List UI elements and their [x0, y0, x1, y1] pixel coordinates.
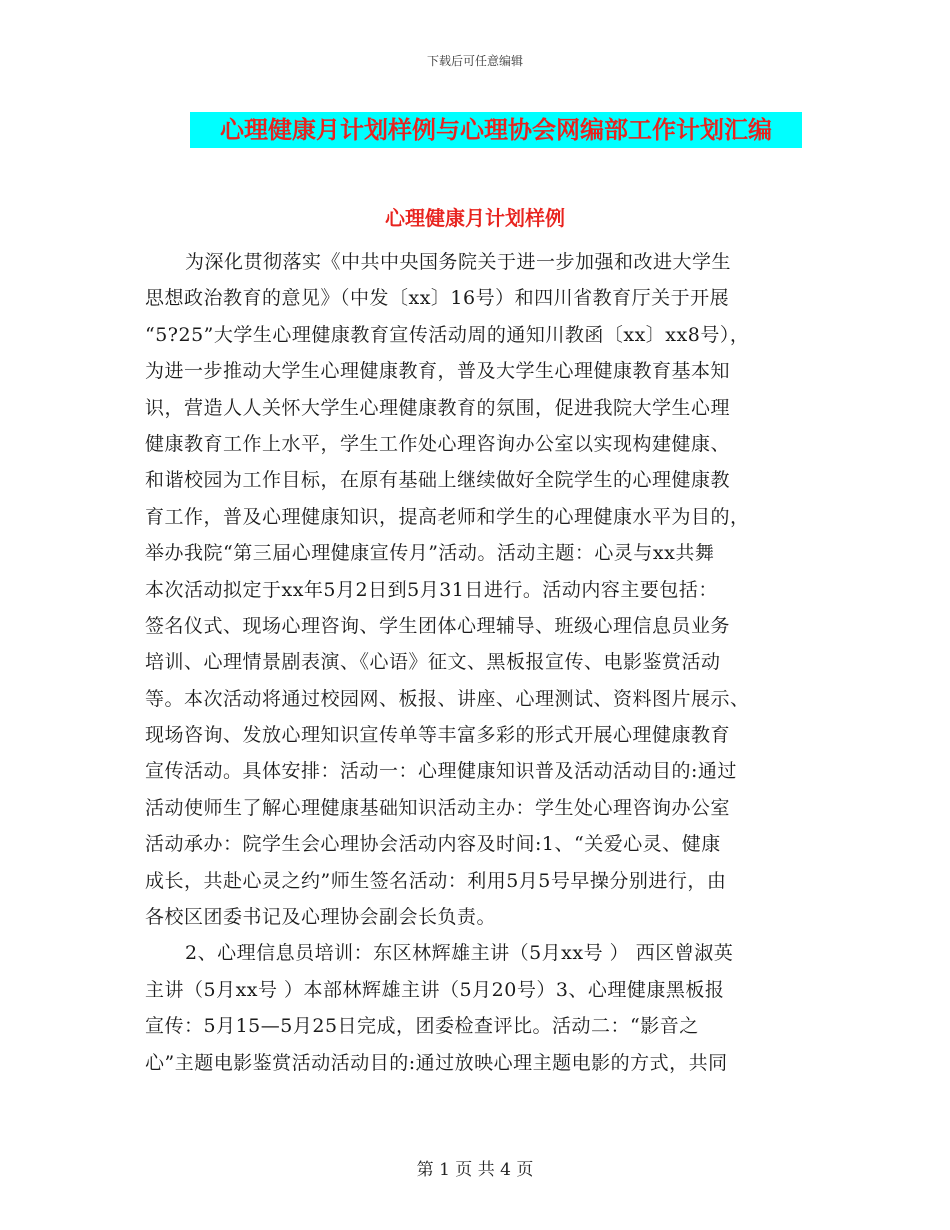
paragraph-line: 活动承办：院学生会心理协会活动内容及时间:1、“关爱心灵、健康	[145, 833, 721, 856]
paragraph-line: “5?25”大学生心理健康教育宣传活动周的通知川教函〔xx〕xx8号），	[145, 323, 750, 346]
section-title: 心理健康月计划样例	[385, 206, 565, 230]
paragraph-line: 育工作，普及心理健康知识，提高老师和学生的心理健康水平为目的，	[145, 505, 750, 528]
paragraph-line: 培训、心理情景剧表演、《心语》征文、黑板报宣传、电影鉴赏活动	[145, 651, 721, 674]
document-title: 心理健康月计划样例与心理协会网编部工作计划汇编	[190, 112, 802, 148]
paragraph-line: 活动使师生了解心理健康基础知识活动主办：学生处心理咨询办公室	[145, 796, 731, 819]
paragraph-line: 宣传活动。具体安排：活动一：心理健康知识普及活动活动目的:通过	[145, 760, 737, 783]
paragraph-line: 现场咨询、发放心理知识宣传单等丰富多彩的形式开展心理健康教育	[145, 724, 731, 747]
paragraph-line: 各校区团委书记及心理协会副会长负责。	[145, 906, 497, 929]
paragraph-line: 识，营造人人关怀大学生心理健康教育的氛围，促进我院大学生心理	[145, 396, 731, 419]
paragraph-line: 主讲（5月xx号 ）本部林辉雄主讲（5月20号）3、心理健康黑板报	[145, 978, 725, 1001]
paragraph-line: 为进一步推动大学生心理健康教育，普及大学生心理健康教育基本知	[145, 360, 731, 383]
paragraph-line: 和谐校园为工作目标，在原有基础上继续做好全院学生的心理健康教	[145, 469, 731, 492]
paragraph-line: 签名仪式、现场心理咨询、学生团体心理辅导、班级心理信息员业务	[145, 614, 731, 637]
paragraph-line: 思想政治教育的意见》（中发〔xx〕16号）和四川省教育厅关于开展	[145, 287, 730, 310]
paragraph-line: 等。本次活动将通过校园网、板报、讲座、心理测试、资料图片展示、	[145, 687, 750, 710]
paragraph-line: 成长，共赴心灵之约”师生签名活动：利用5月5号早操分别进行，由	[145, 869, 727, 892]
paragraph-line: 心”主题电影鉴赏活动活动目的:通过放映心理主题电影的方式，共同	[145, 1051, 728, 1074]
paragraph-line: 本次活动拟定于xx年5月2日到5月31日进行。活动内容主要包括：	[145, 578, 718, 601]
header-note: 下载后可任意编辑	[426, 54, 523, 68]
paragraph-line: 健康教育工作上水平，学生工作处心理咨询办公室以实现构建健康、	[145, 432, 731, 455]
body-text	[145, 244, 815, 1081]
paragraph-line: 宣传：5月15—5月25日完成，团委检查评比。活动二：“影音之	[145, 1015, 699, 1038]
paragraph-line: 为深化贯彻落实《中共中央国务院关于进一步加强和改进大学生	[185, 251, 732, 273]
paragraph-line: 举办我院“第三届心理健康宣传月”活动。活动主题：心灵与xx共舞	[145, 542, 715, 565]
paragraph-line: 2、心理信息员培训：东区林辉雄主讲（5月xx号 ） 西区曾淑英	[185, 942, 734, 965]
page-footer: 第 1 页 共 4 页	[416, 1160, 534, 1180]
